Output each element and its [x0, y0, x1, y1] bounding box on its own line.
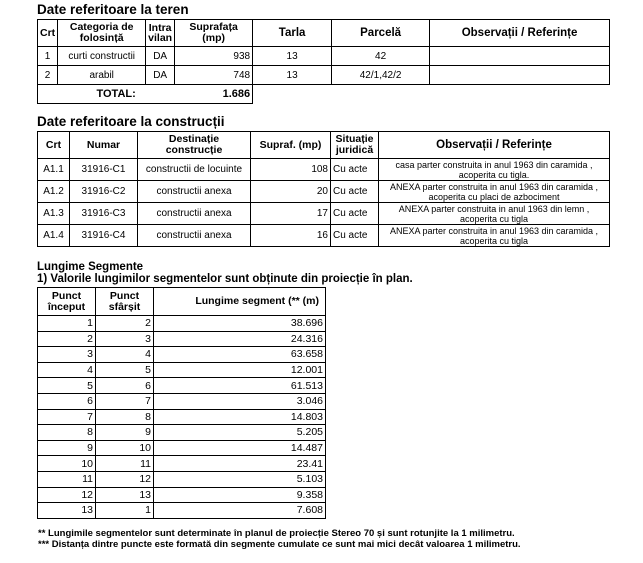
header-numar: Numar — [70, 132, 138, 159]
segmente-table — [37, 287, 326, 519]
cell-numar: 31916-C1 — [70, 159, 138, 181]
header-parcela: Parcelă — [332, 20, 430, 47]
table-row — [38, 316, 326, 332]
table-row — [38, 487, 326, 503]
table-row — [38, 225, 610, 247]
cell-situatie: Cu acte — [331, 181, 379, 203]
cell-destinatie: constructii anexa — [138, 203, 251, 225]
table-row — [38, 456, 326, 472]
cell-observatii: ANEXA parter construita in anul 1963 din lemn , acoperita cu tigla — [379, 203, 610, 225]
table-row — [38, 66, 610, 85]
header-tarla: Tarla — [253, 20, 332, 47]
cell-destinatie: constructii anexa — [138, 181, 251, 203]
cell-punct-inceput: 13 — [38, 503, 96, 519]
cell-punct-sfarsit: 13 — [96, 487, 154, 503]
table-row — [38, 331, 326, 347]
cell-observatii: ANEXA parter construita in anul 1963 din caramida , acoperita cu tigla — [379, 225, 610, 247]
cell-lungime: 7.608 — [154, 503, 326, 519]
segmente-header-row — [38, 288, 326, 316]
cell-punct-sfarsit: 1 — [96, 503, 154, 519]
cell-lungime: 5.103 — [154, 471, 326, 487]
cell-numar: 31916-C4 — [70, 225, 138, 247]
cell-crt: A1.1 — [38, 159, 70, 181]
table-row — [38, 47, 610, 66]
cell-punct-inceput: 3 — [38, 347, 96, 363]
cell-tarla: 13 — [253, 66, 332, 85]
cell-supraf: 17 — [251, 203, 331, 225]
cell-lungime: 61.513 — [154, 378, 326, 394]
cell-numar: 31916-C2 — [70, 181, 138, 203]
cell-numar: 31916-C3 — [70, 203, 138, 225]
cell-punct-inceput: 12 — [38, 487, 96, 503]
header-crt: Crt — [38, 132, 70, 159]
cell-punct-sfarsit: 8 — [96, 409, 154, 425]
table-row — [38, 425, 326, 441]
cell-lungime: 12.001 — [154, 362, 326, 378]
teren-header-row — [38, 20, 610, 47]
cell-intravilan: DA — [146, 66, 175, 85]
cell-punct-sfarsit: 11 — [96, 456, 154, 472]
header-suprafata: Suprafața (mp) — [175, 20, 253, 47]
cell-punct-inceput: 8 — [38, 425, 96, 441]
cell-supraf: 108 — [251, 159, 331, 181]
footnote-stereo70: ** Lungimile segmentelor sunt determinate în planul de proiecție Stereo 70 și sunt rotunjite la 1 milimetru. — [38, 528, 515, 539]
cell-lungime: 3.046 — [154, 393, 326, 409]
header-punct-inceput: Punct început — [38, 288, 96, 316]
cell-situatie: Cu acte — [331, 159, 379, 181]
header-destinatie: Destinație construcție — [138, 132, 251, 159]
segmente-section-title: Lungime Segmente — [37, 261, 144, 273]
cell-lungime: 23.41 — [154, 456, 326, 472]
cell-punct-inceput: 6 — [38, 393, 96, 409]
constructii-header-row — [38, 132, 610, 159]
header-punct-sfarsit: Punct sfârșit — [96, 288, 154, 316]
cell-observatii: ANEXA parter construita in anul 1963 din caramida , acoperita cu placi de azbociment — [379, 181, 610, 203]
cell-lungime: 38.696 — [154, 316, 326, 332]
cell-punct-sfarsit: 4 — [96, 347, 154, 363]
cell-punct-inceput: 4 — [38, 362, 96, 378]
cell-lungime: 5.205 — [154, 425, 326, 441]
segmente-subtitle: 1) Valorile lungimilor segmentelor sunt obținute din proiecție în plan. — [37, 273, 413, 285]
cell-tarla: 13 — [253, 47, 332, 66]
cell-punct-sfarsit: 3 — [96, 331, 154, 347]
header-categoria: Categoria de folosință — [58, 20, 146, 47]
cell-suprafata: 748 — [175, 66, 253, 85]
cell-punct-inceput: 9 — [38, 440, 96, 456]
cell-supraf: 20 — [251, 181, 331, 203]
cell-crt: 2 — [38, 66, 58, 85]
cell-categoria: curti constructii — [58, 47, 146, 66]
table-row — [38, 471, 326, 487]
teren-section-title: Date referitoare la teren — [37, 2, 189, 17]
table-row — [38, 393, 326, 409]
table-row — [38, 203, 610, 225]
cell-lungime: 24.316 — [154, 331, 326, 347]
table-row — [38, 409, 326, 425]
teren-table — [37, 19, 610, 104]
cell-crt: A1.4 — [38, 225, 70, 247]
cell-observatii: casa parter construita in anul 1963 din caramida , acoperita cu tigla. — [379, 159, 610, 181]
cell-punct-inceput: 11 — [38, 471, 96, 487]
footnote-distanta: *** Distanța dintre puncte este formată din segmente cumulate ce sunt mai mici decât valoarea 1 milimetru. — [38, 539, 521, 550]
cell-destinatie: constructii de locuinte — [138, 159, 251, 181]
table-row — [38, 378, 326, 394]
cell-punct-sfarsit: 10 — [96, 440, 154, 456]
cell-crt: A1.3 — [38, 203, 70, 225]
table-row — [38, 347, 326, 363]
cell-punct-sfarsit: 5 — [96, 362, 154, 378]
header-supraf: Supraf. (mp) — [251, 132, 331, 159]
cell-parcela: 42 — [332, 47, 430, 66]
cell-punct-sfarsit: 2 — [96, 316, 154, 332]
cell-destinatie: constructii anexa — [138, 225, 251, 247]
cell-parcela: 42/1,42/2 — [332, 66, 430, 85]
cell-lungime: 14.803 — [154, 409, 326, 425]
header-crt: Crt — [38, 20, 58, 47]
cell-situatie: Cu acte — [331, 203, 379, 225]
table-row — [38, 159, 610, 181]
cell-punct-sfarsit: 7 — [96, 393, 154, 409]
cell-lungime: 14.487 — [154, 440, 326, 456]
total-label: TOTAL: — [58, 85, 175, 104]
cell-situatie: Cu acte — [331, 225, 379, 247]
cell-lungime: 63.658 — [154, 347, 326, 363]
header-observatii: Observații / Referințe — [379, 132, 610, 159]
cell-punct-inceput: 7 — [38, 409, 96, 425]
cell-intravilan: DA — [146, 47, 175, 66]
cell-punct-inceput: 2 — [38, 331, 96, 347]
header-lungime-segment: Lungime segment (** (m) — [154, 288, 326, 316]
cell-observatii — [430, 66, 610, 85]
cell-punct-inceput: 1 — [38, 316, 96, 332]
table-row — [38, 440, 326, 456]
table-row — [38, 503, 326, 519]
cell-crt: 1 — [38, 47, 58, 66]
cell-punct-sfarsit: 9 — [96, 425, 154, 441]
constructii-section-title: Date referitoare la construcții — [37, 114, 225, 129]
header-intravilan: Intra vilan — [146, 20, 175, 47]
cell-crt: A1.2 — [38, 181, 70, 203]
total-row — [38, 85, 610, 104]
cell-suprafata: 938 — [175, 47, 253, 66]
cell-supraf: 16 — [251, 225, 331, 247]
cell-punct-sfarsit: 6 — [96, 378, 154, 394]
constructii-table — [37, 131, 610, 247]
cell-lungime: 9.358 — [154, 487, 326, 503]
cell-punct-sfarsit: 12 — [96, 471, 154, 487]
table-row — [38, 181, 610, 203]
table-row — [38, 362, 326, 378]
header-observatii: Observații / Referințe — [430, 20, 610, 47]
total-value: 1.686 — [175, 85, 253, 104]
cell-punct-inceput: 10 — [38, 456, 96, 472]
cell-observatii — [430, 47, 610, 66]
header-situatie: Situație juridică — [331, 132, 379, 159]
cell-categoria: arabil — [58, 66, 146, 85]
cell-punct-inceput: 5 — [38, 378, 96, 394]
